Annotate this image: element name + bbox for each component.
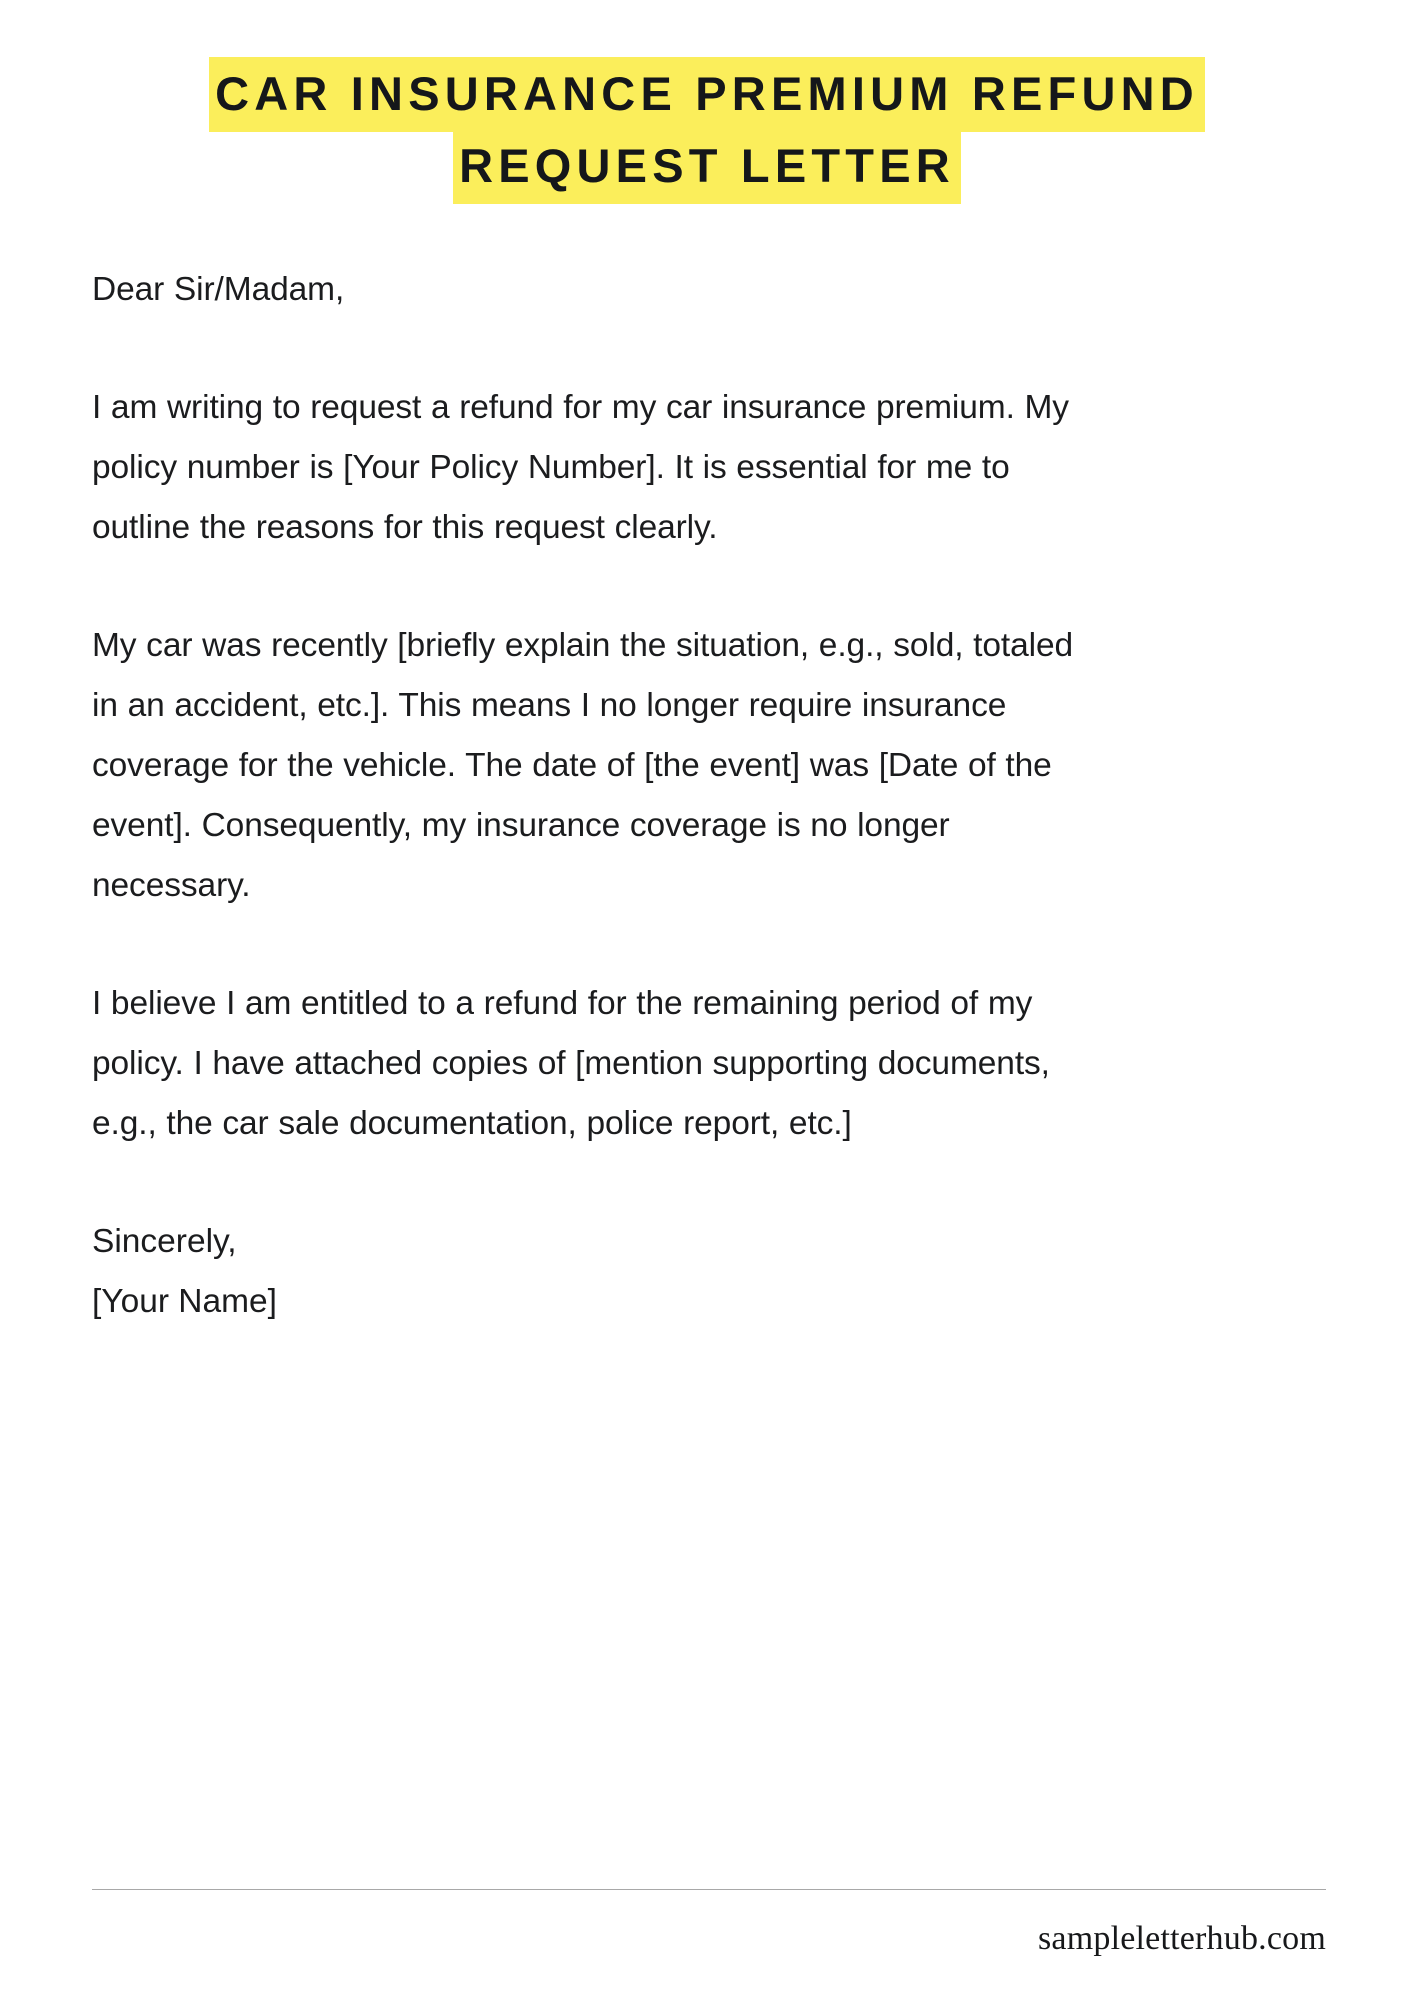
closing-line: Sincerely, — [92, 1223, 237, 1260]
page-title — [84, 58, 1330, 202]
footer — [92, 1889, 1326, 1960]
footer-website: sampleletterhub.com — [1038, 1920, 1326, 1957]
paragraph-1: I am writing to request a refund for my car insurance premium. My policy number is [Your Policy Number]. It is essential for me to outline the reasons for this request clearly. — [92, 389, 1069, 546]
letter-body — [0, 260, 1414, 1332]
signature-line: [Your Name] — [92, 1283, 277, 1320]
page-title-text: CAR INSURANCE PREMIUM REFUND REQUEST LETTER — [209, 57, 1205, 204]
salutation: Dear Sir/Madam, — [92, 271, 345, 308]
footer-divider — [92, 1889, 1326, 1890]
paragraph-3: I believe I am entitled to a refund for the remaining period of my policy. I have attached copies of [mention supporting documents, e.g., the car sale documentation, police report, etc.] — [92, 985, 1050, 1142]
paragraph-2: My car was recently [briefly explain the situation, e.g., sold, totaled in an accident, etc.]. This means I no longer require insurance coverage for the vehicle. The date of [the event] was [Date of the event]. Consequently, my insurance coverage is no longer necessary. — [92, 627, 1074, 904]
title-block — [0, 0, 1414, 202]
